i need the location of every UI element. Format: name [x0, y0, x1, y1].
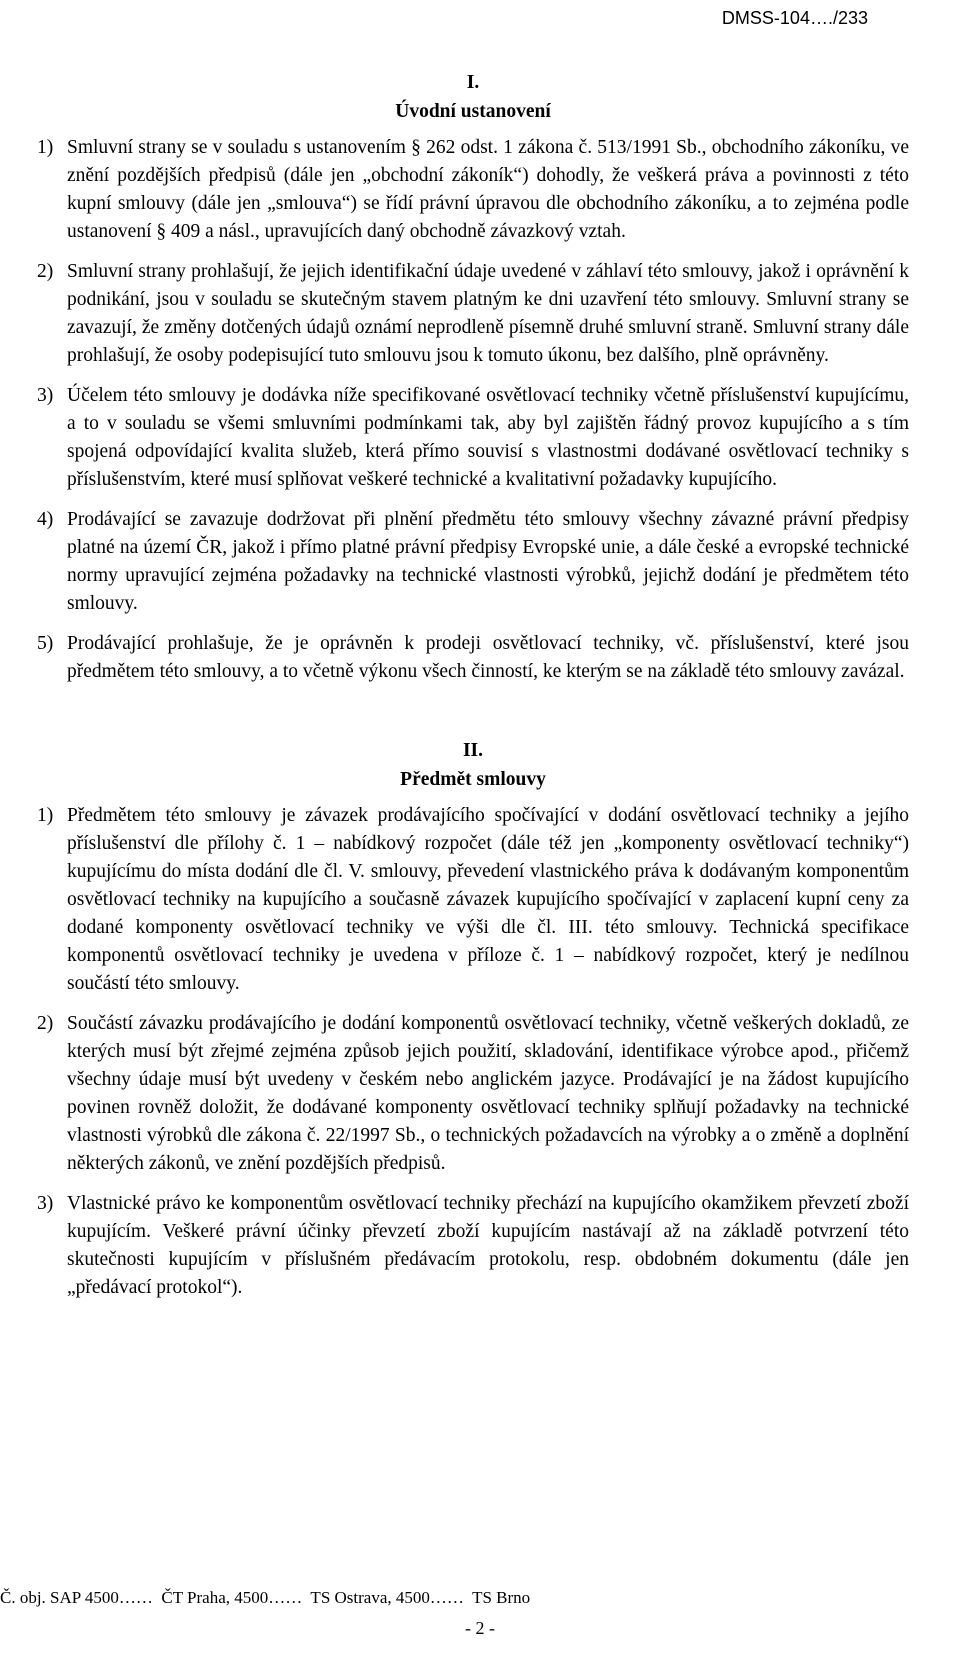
- section-2: [37, 736, 909, 1302]
- paragraph: [37, 506, 909, 618]
- section-number: I.: [466, 72, 480, 93]
- paragraph-text: Součástí závazku prodávajícího je dodání komponentů osvětlovací techniky, včetně veškerých dokladů, ze kterých musí být zřejmé zejména způsob jejich použití, skladování, identifikace výrobce apod., přičemž všechny údaje musí být uvedeny v českém nebo anglickém jazyce. Prodávající je na žádost kupujícího povinen rovněž doložit, že dodávané komponenty osvětlovací techniky splňují požadavky na technické vlastnosti výrobků dle zákona č. 22/1997 Sb., o technických požadavcích na výrobky a o změně a doplnění některých zákonů, ve znění pozdějších předpisů.: [67, 1013, 909, 1174]
- document-body: [37, 68, 909, 1314]
- paragraph-number: 4): [37, 509, 54, 530]
- paragraph: [37, 630, 909, 686]
- paragraph-number: 2): [37, 261, 54, 282]
- paragraph-number: 2): [37, 1013, 54, 1034]
- paragraph: [37, 134, 909, 246]
- paragraph-number: 1): [37, 137, 54, 158]
- paragraph-text: Předmětem této smlouvy je závazek prodávajícího spočívající v dodání osvětlovací techniky a jejího příslušenství dle přílohy č. 1 – nabídkový rozpočet (dále též jen „komponenty osvětlovací techniky“) kupujícímu do místa dodání dle čl. V. smlouvy, převedení vlastnického práva k dodávaným komponentům osvětlovací techniky na kupujícího a současně závazek kupujícího spočívající v zaplacení kupní ceny za dodané komponenty osvětlovací techniky ve výši dle čl. III. této smlouvy. Technická specifikace komponentů osvětlovací techniky je uvedena v příloze č. 1 – nabídkový rozpočet, který je nedílnou součástí této smlouvy.: [67, 805, 909, 994]
- paragraph-text: Smluvní strany se v souladu s ustanovením § 262 odst. 1 zákona č. 513/1991 Sb., obchodního zákoníku, ve znění pozdějších předpisů (dále jen „obchodní zákoník“) dohodly, že veškerá práva a povinnosti z této kupní smlouvy (dále jen „smlouva“) se řídí právní úpravou dle obchodního zákoníku, a to zejména podle ustanovení § 409 a násl., upravujících daný obchodně závazkový vztah.: [67, 137, 909, 242]
- section-spacer: [37, 698, 909, 736]
- page-number: - 2 -: [465, 1618, 495, 1638]
- paragraph-number: 5): [37, 633, 54, 654]
- section-number: II.: [462, 740, 484, 761]
- paragraph-text: Smluvní strany prohlašují, že jejich identifikační údaje uvedené v záhlaví této smlouvy, jakož i oprávnění k podnikání, jsou v souladu se skutečným stavem platným ke dni uzavření této smlouvy. Smluvní strany se zavazují, že změny dotčených údajů oznámí neprodleně písemně druhé smluvní straně. Smluvní strany dále prohlašují, že osoby podepisující tuto smlouvu jsou k tomuto úkonu, bez dalšího, plně oprávněny.: [67, 261, 909, 366]
- paragraph: [37, 258, 909, 370]
- paragraph-text: Prodávající se zavazuje dodržovat při plnění předmětu této smlouvy všechny závazné právní předpisy platné na území ČR, jakož i přímo platné právní předpisy Evropské unie, a dále české a evropské technické normy upravující zejména požadavky na technické vlastnosti výrobků, jejichž dodání je předmětem této smlouvy.: [67, 509, 909, 614]
- order-number-footer: Č. obj. SAP 4500…… ČT Praha, 4500…… TS Ostrava, 4500…… TS Brno: [0, 1588, 531, 1607]
- paragraph-text: Účelem této smlouvy je dodávka níže specifikované osvětlovací techniky včetně příslušenství kupujícímu, a to v souladu se všemi smluvními podmínkami tak, aby byl zajištěn řádný provoz kupujícího a s tím spojená odpovídající kvalita služeb, která přímo souvisí s vlastnostmi dodávané osvětlovací techniky s příslušenstvím, které musí splňovat veškeré technické a kvalitativní požadavky kupujícího.: [67, 385, 909, 490]
- paragraph: [37, 1190, 909, 1302]
- section-title: Úvodní ustanovení: [395, 101, 551, 122]
- paragraph-number: 3): [37, 385, 54, 406]
- section-title: Předmět smlouvy: [400, 769, 546, 790]
- paragraph: [37, 802, 909, 998]
- document-reference: DMSS-104…./233: [721, 8, 868, 28]
- paragraph: [37, 382, 909, 494]
- paragraph-number: 3): [37, 1193, 54, 1214]
- paragraph: [37, 1010, 909, 1178]
- paragraph-text: Prodávající prohlašuje, že je oprávněn k prodeji osvětlovací techniky, vč. příslušenství, které jsou předmětem této smlouvy, a to včetně výkonu všech činností, ke kterým se na základě této smlouvy zavázal.: [67, 633, 909, 682]
- paragraph-number: 1): [37, 805, 54, 826]
- paragraph-text: Vlastnické právo ke komponentům osvětlovací techniky přechází na kupujícího okamžikem převzetí zboží kupujícím. Veškeré právní účinky převzetí zboží kupujícím nastávají až na základě potvrzení této skutečnosti kupujícím v příslušném předávacím protokolu, resp. obdobném dokumentu (dále jen „předávací protokol“).: [67, 1193, 909, 1298]
- section-1: [37, 68, 909, 686]
